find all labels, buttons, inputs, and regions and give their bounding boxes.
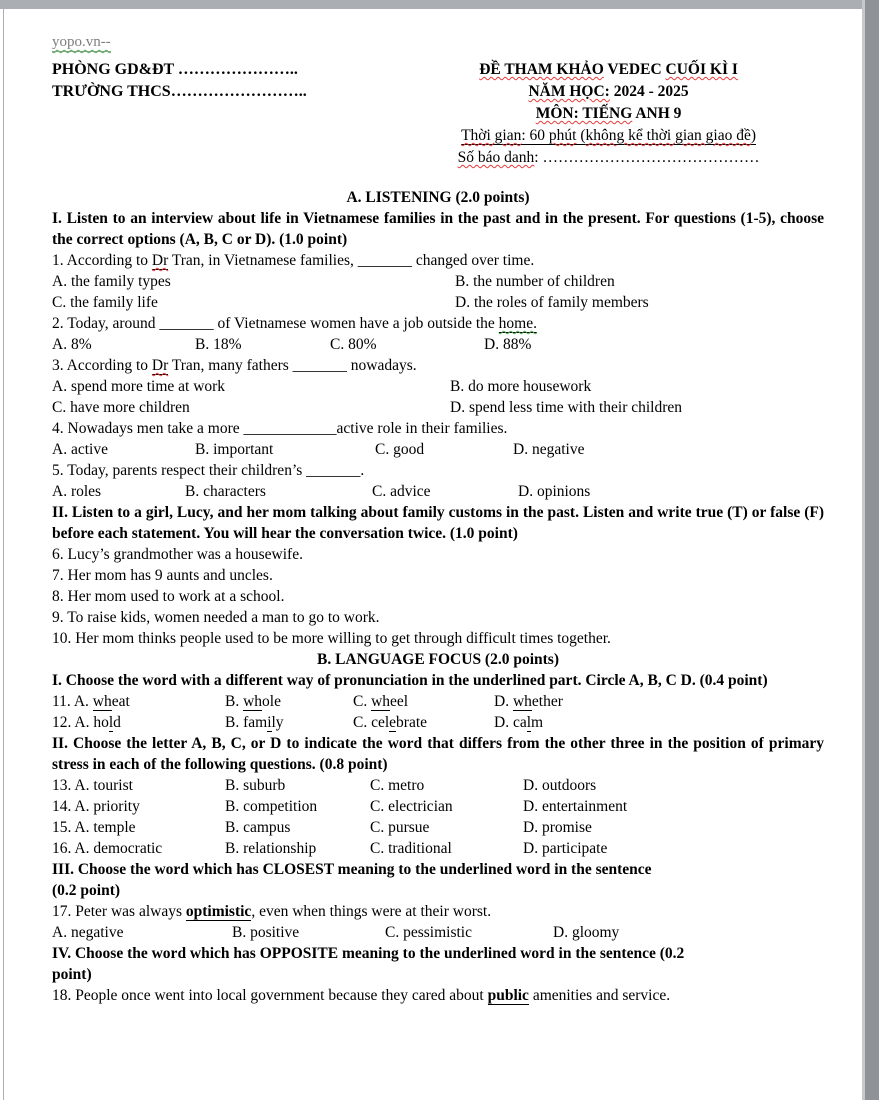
text-run: , even when things were at their worst. bbox=[251, 903, 492, 920]
text-run: D. ca bbox=[494, 714, 527, 731]
question-line bbox=[52, 460, 824, 481]
options-row bbox=[52, 439, 824, 460]
option-cell bbox=[225, 712, 284, 733]
options-row bbox=[52, 691, 824, 712]
header-line bbox=[393, 147, 824, 169]
text-run: B. fam bbox=[225, 714, 268, 731]
text-run: Thời gian bbox=[461, 127, 522, 144]
header-line bbox=[393, 125, 824, 147]
text-run: D. outdoors bbox=[523, 777, 597, 794]
text-run: A. roles bbox=[52, 483, 102, 500]
section-instruction bbox=[52, 208, 824, 250]
text-run: 15. A. temple bbox=[52, 819, 136, 836]
text-run: D. the roles of family members bbox=[455, 294, 649, 311]
text-run: D. opinions bbox=[518, 483, 591, 500]
text-run: NĂM HỌC: bbox=[528, 83, 610, 100]
question-line bbox=[52, 250, 824, 271]
text-run: A. LISTENING (2.0 points) bbox=[346, 189, 530, 206]
section-instruction bbox=[52, 859, 824, 901]
text-run: B. competition bbox=[225, 798, 318, 815]
text-run: 18. People once went into local government because they cared about bbox=[52, 987, 488, 1004]
text-run: C. 80% bbox=[330, 336, 377, 353]
text-run: B. campus bbox=[225, 819, 291, 836]
text-run: 5. Today, parents respect their children’s _______. bbox=[52, 462, 365, 479]
option-cell bbox=[52, 439, 108, 460]
text-run: D. negative bbox=[513, 441, 585, 458]
option-cell bbox=[52, 376, 225, 397]
option-cell bbox=[195, 334, 242, 355]
text-run: CUỐI KÌ I bbox=[665, 61, 738, 78]
option-cell bbox=[353, 712, 427, 733]
text-run: II. Listen to a girl, Lucy, and her mom talking about family customs in the past. Listen and write true (T) or false (F) before each statement. You will hear the conversation twice. (1.0 point) bbox=[52, 504, 824, 542]
text-run: : …………………………………… bbox=[534, 149, 760, 166]
text-run: A. negative bbox=[52, 924, 124, 941]
text-run: Tran, in Vietnamese families, _______ changed over time. bbox=[168, 252, 535, 269]
question-line bbox=[52, 628, 824, 649]
text-run: A. active bbox=[52, 441, 108, 458]
option-cell bbox=[195, 439, 273, 460]
question-line bbox=[52, 355, 824, 376]
option-cell bbox=[52, 481, 101, 502]
text-run: Tran, many fathers _______ nowadays. bbox=[168, 357, 417, 374]
option-cell bbox=[52, 292, 158, 313]
text-run: ĐỀ THAM KHẢO bbox=[479, 61, 604, 78]
options-row bbox=[52, 292, 824, 313]
text-run: C. electrician bbox=[370, 798, 453, 815]
text-run: point) bbox=[52, 966, 92, 983]
options-row bbox=[52, 796, 824, 817]
text-run: : 60 bbox=[521, 127, 549, 144]
option-cell bbox=[523, 817, 592, 838]
option-cell bbox=[370, 796, 453, 817]
options-row bbox=[52, 838, 824, 859]
text-run: ANH 9 bbox=[632, 105, 682, 122]
option-cell bbox=[52, 775, 133, 796]
text-run: 14. A. priority bbox=[52, 798, 140, 815]
option-cell bbox=[52, 817, 136, 838]
text-run: III. Choose the word which has CLOSEST meaning to the underlined word in the sentence bbox=[52, 861, 652, 878]
text-run: VEDEC bbox=[603, 61, 666, 78]
text-run: optimistic bbox=[185, 903, 252, 920]
text-run: d bbox=[113, 714, 121, 731]
text-run: D. promise bbox=[523, 819, 592, 836]
text-run: B. positive bbox=[232, 924, 300, 941]
text-run: home. bbox=[498, 315, 537, 332]
window-top-strip bbox=[0, 0, 879, 9]
text-run: eel bbox=[390, 693, 409, 710]
option-cell bbox=[372, 481, 431, 502]
section-instruction bbox=[52, 943, 824, 985]
section-heading bbox=[52, 649, 824, 670]
options-row bbox=[52, 775, 824, 796]
text-run: m bbox=[531, 714, 544, 731]
option-cell bbox=[513, 439, 584, 460]
section-instruction bbox=[52, 670, 824, 691]
text-run: Dr bbox=[151, 252, 169, 269]
option-cell bbox=[52, 796, 140, 817]
text-run: Dr bbox=[151, 357, 169, 374]
text-run: ( bbox=[576, 127, 586, 144]
text-run: C. cel bbox=[353, 714, 390, 731]
options-row bbox=[52, 712, 824, 733]
question-line bbox=[52, 586, 824, 607]
section-instruction bbox=[52, 733, 824, 775]
option-cell bbox=[353, 691, 408, 712]
text-run: 17. Peter was always bbox=[52, 903, 186, 920]
question-line bbox=[52, 607, 824, 628]
text-run: C. pessimistic bbox=[385, 924, 472, 941]
option-cell bbox=[225, 691, 281, 712]
text-run: D. 88% bbox=[484, 336, 532, 353]
option-cell bbox=[232, 922, 299, 943]
option-cell bbox=[455, 271, 615, 292]
question-line bbox=[52, 418, 824, 439]
text-run: I. Listen to an interview about life in Vietnamese families in the past and in the present. For questions (1-5), choose the correct options (A, B, C or D). (1.0 point) bbox=[52, 210, 824, 248]
text-run: wh bbox=[512, 693, 532, 710]
text-run: l bbox=[526, 714, 532, 731]
text-run: (0.2 point) bbox=[52, 882, 121, 899]
text-run: II. Choose the letter A, B, C, or D to indicate the word that differs from the other three in the position of primary stress in each of the following questions. (0.8 point) bbox=[52, 735, 824, 773]
text-run: C. metro bbox=[370, 777, 425, 794]
text-run: 7. Her mom has 9 aunts and uncles. bbox=[52, 567, 273, 584]
option-cell bbox=[375, 439, 424, 460]
text-run: 2. Today, around _______ of Vietnamese women have a job outside the bbox=[52, 315, 499, 332]
option-cell bbox=[494, 691, 563, 712]
text-run: 4. Nowadays men take a more ____________active role in their families. bbox=[52, 420, 508, 437]
text-run: C. the family life bbox=[52, 294, 158, 311]
option-cell bbox=[484, 334, 531, 355]
text-run: C. have more children bbox=[52, 399, 190, 416]
text-run: C. pursue bbox=[370, 819, 430, 836]
text-run: public bbox=[487, 987, 529, 1004]
text-run: PHÒNG GD&ĐT ………………….. bbox=[52, 61, 298, 78]
text-run: D. participate bbox=[523, 840, 608, 857]
option-cell bbox=[52, 691, 130, 712]
header-line bbox=[393, 103, 824, 125]
option-cell bbox=[52, 922, 123, 943]
text-run: D. spend less time with their children bbox=[450, 399, 683, 416]
text-run: 16. A. democratic bbox=[52, 840, 163, 857]
option-cell bbox=[385, 922, 472, 943]
text-run: wh bbox=[243, 693, 263, 710]
text-run: 8. Her mom used to work at a school. bbox=[52, 588, 285, 605]
text-run: 12. A. ho bbox=[52, 714, 109, 731]
text-run: i bbox=[267, 714, 272, 731]
text-run: phút bbox=[548, 127, 577, 144]
text-run: A. the family types bbox=[52, 273, 171, 290]
text-run: B. 18% bbox=[195, 336, 242, 353]
exam-title-block bbox=[393, 59, 824, 169]
page-content bbox=[4, 9, 862, 1006]
text-run: C. bbox=[353, 693, 372, 710]
text-run: không kể thời gian giao đề bbox=[585, 127, 751, 144]
text-run: 13. A. tourist bbox=[52, 777, 133, 794]
option-cell bbox=[370, 838, 452, 859]
text-run: B. bbox=[225, 693, 244, 710]
text-run: C. advice bbox=[372, 483, 431, 500]
option-cell bbox=[185, 481, 266, 502]
option-cell bbox=[52, 838, 162, 859]
text-run: 11. A. bbox=[52, 693, 93, 710]
options-row bbox=[52, 481, 824, 502]
text-run: e bbox=[389, 714, 397, 731]
option-cell bbox=[494, 712, 543, 733]
question-line bbox=[52, 985, 824, 1006]
question-line bbox=[52, 313, 824, 334]
text-run: B. LANGUAGE FOCUS (2.0 points) bbox=[317, 651, 559, 668]
text-run: B. suburb bbox=[225, 777, 286, 794]
option-cell bbox=[518, 481, 590, 502]
text-run: TRƯỜNG THCS…………………….. bbox=[52, 83, 307, 100]
text-run: B. important bbox=[195, 441, 274, 458]
option-cell bbox=[523, 838, 607, 859]
text-run: MÔN: TIẾNG bbox=[535, 105, 633, 122]
text-run: B. relationship bbox=[225, 840, 317, 857]
header-line bbox=[393, 59, 824, 81]
text-run: ether bbox=[531, 693, 563, 710]
text-run: 3. According to bbox=[52, 357, 152, 374]
option-cell bbox=[523, 796, 627, 817]
text-run: l bbox=[108, 714, 114, 731]
option-cell bbox=[225, 817, 290, 838]
text-run: ly bbox=[271, 714, 284, 731]
text-run: 9. To raise kids, women needed a man to go to work. bbox=[52, 609, 380, 626]
section-instruction bbox=[52, 502, 824, 544]
text-run: eat bbox=[111, 693, 130, 710]
question-line bbox=[52, 81, 393, 103]
school-info-block bbox=[52, 59, 393, 169]
section-heading bbox=[52, 187, 824, 208]
option-cell bbox=[225, 796, 317, 817]
option-cell bbox=[52, 271, 171, 292]
text-run: 1. According to bbox=[52, 252, 152, 269]
question-line bbox=[52, 59, 393, 81]
options-row bbox=[52, 376, 824, 397]
text-run: D. bbox=[494, 693, 513, 710]
option-cell bbox=[52, 712, 121, 733]
option-cell bbox=[455, 292, 649, 313]
text-run: I. Choose the word with a different way of pronunciation in the underlined part. Circle A, B, C D. (0.4 point) bbox=[52, 672, 768, 689]
text-run: B. do more housework bbox=[450, 378, 592, 395]
options-row bbox=[52, 922, 824, 943]
exam-header bbox=[52, 59, 824, 169]
text-run: amenities and service. bbox=[528, 987, 671, 1004]
text-run: 2024 - 2025 bbox=[609, 83, 689, 100]
option-cell bbox=[450, 376, 591, 397]
text-run: IV. Choose the word which has OPPOSITE meaning to the underlined word in the sentence (0.2 bbox=[52, 945, 685, 962]
text-run: ) bbox=[750, 127, 757, 144]
question-line bbox=[52, 901, 824, 922]
text-run: D. gloomy bbox=[553, 924, 620, 941]
option-cell bbox=[225, 838, 316, 859]
text-run: brate bbox=[396, 714, 428, 731]
option-cell bbox=[450, 397, 682, 418]
text-run: B. the number of children bbox=[455, 273, 615, 290]
text-run: D. entertainment bbox=[523, 798, 628, 815]
options-row bbox=[52, 334, 824, 355]
option-cell bbox=[52, 397, 190, 418]
option-cell bbox=[370, 817, 429, 838]
option-cell bbox=[225, 775, 285, 796]
options-row bbox=[52, 817, 824, 838]
vertical-scrollbar[interactable] bbox=[862, 0, 879, 1100]
header-line bbox=[393, 81, 824, 103]
text-run: ole bbox=[262, 693, 281, 710]
option-cell bbox=[523, 775, 596, 796]
question-line bbox=[52, 544, 824, 565]
text-run: A. spend more time at work bbox=[52, 378, 226, 395]
option-cell bbox=[52, 334, 92, 355]
document-page bbox=[4, 9, 862, 1100]
option-cell bbox=[330, 334, 377, 355]
watermark-link[interactable]: yopo.vn-- bbox=[52, 34, 111, 50]
text-run: C. good bbox=[375, 441, 425, 458]
options-row bbox=[52, 271, 824, 292]
text-run: 6. Lucy’s grandmother was a housewife. bbox=[52, 546, 303, 563]
question-line bbox=[52, 565, 824, 586]
options-row bbox=[52, 397, 824, 418]
exam-body bbox=[52, 187, 824, 1006]
text-run: Số báo danh bbox=[457, 149, 535, 166]
text-run: 10. Her mom thinks people used to be more willing to get through difficult times together. bbox=[52, 630, 611, 647]
text-run: wh bbox=[92, 693, 112, 710]
text-run: C. traditional bbox=[370, 840, 452, 857]
option-cell bbox=[370, 775, 424, 796]
text-run: B. characters bbox=[185, 483, 266, 500]
option-cell bbox=[553, 922, 619, 943]
text-run: A. 8% bbox=[52, 336, 92, 353]
text-run: wh bbox=[371, 693, 391, 710]
